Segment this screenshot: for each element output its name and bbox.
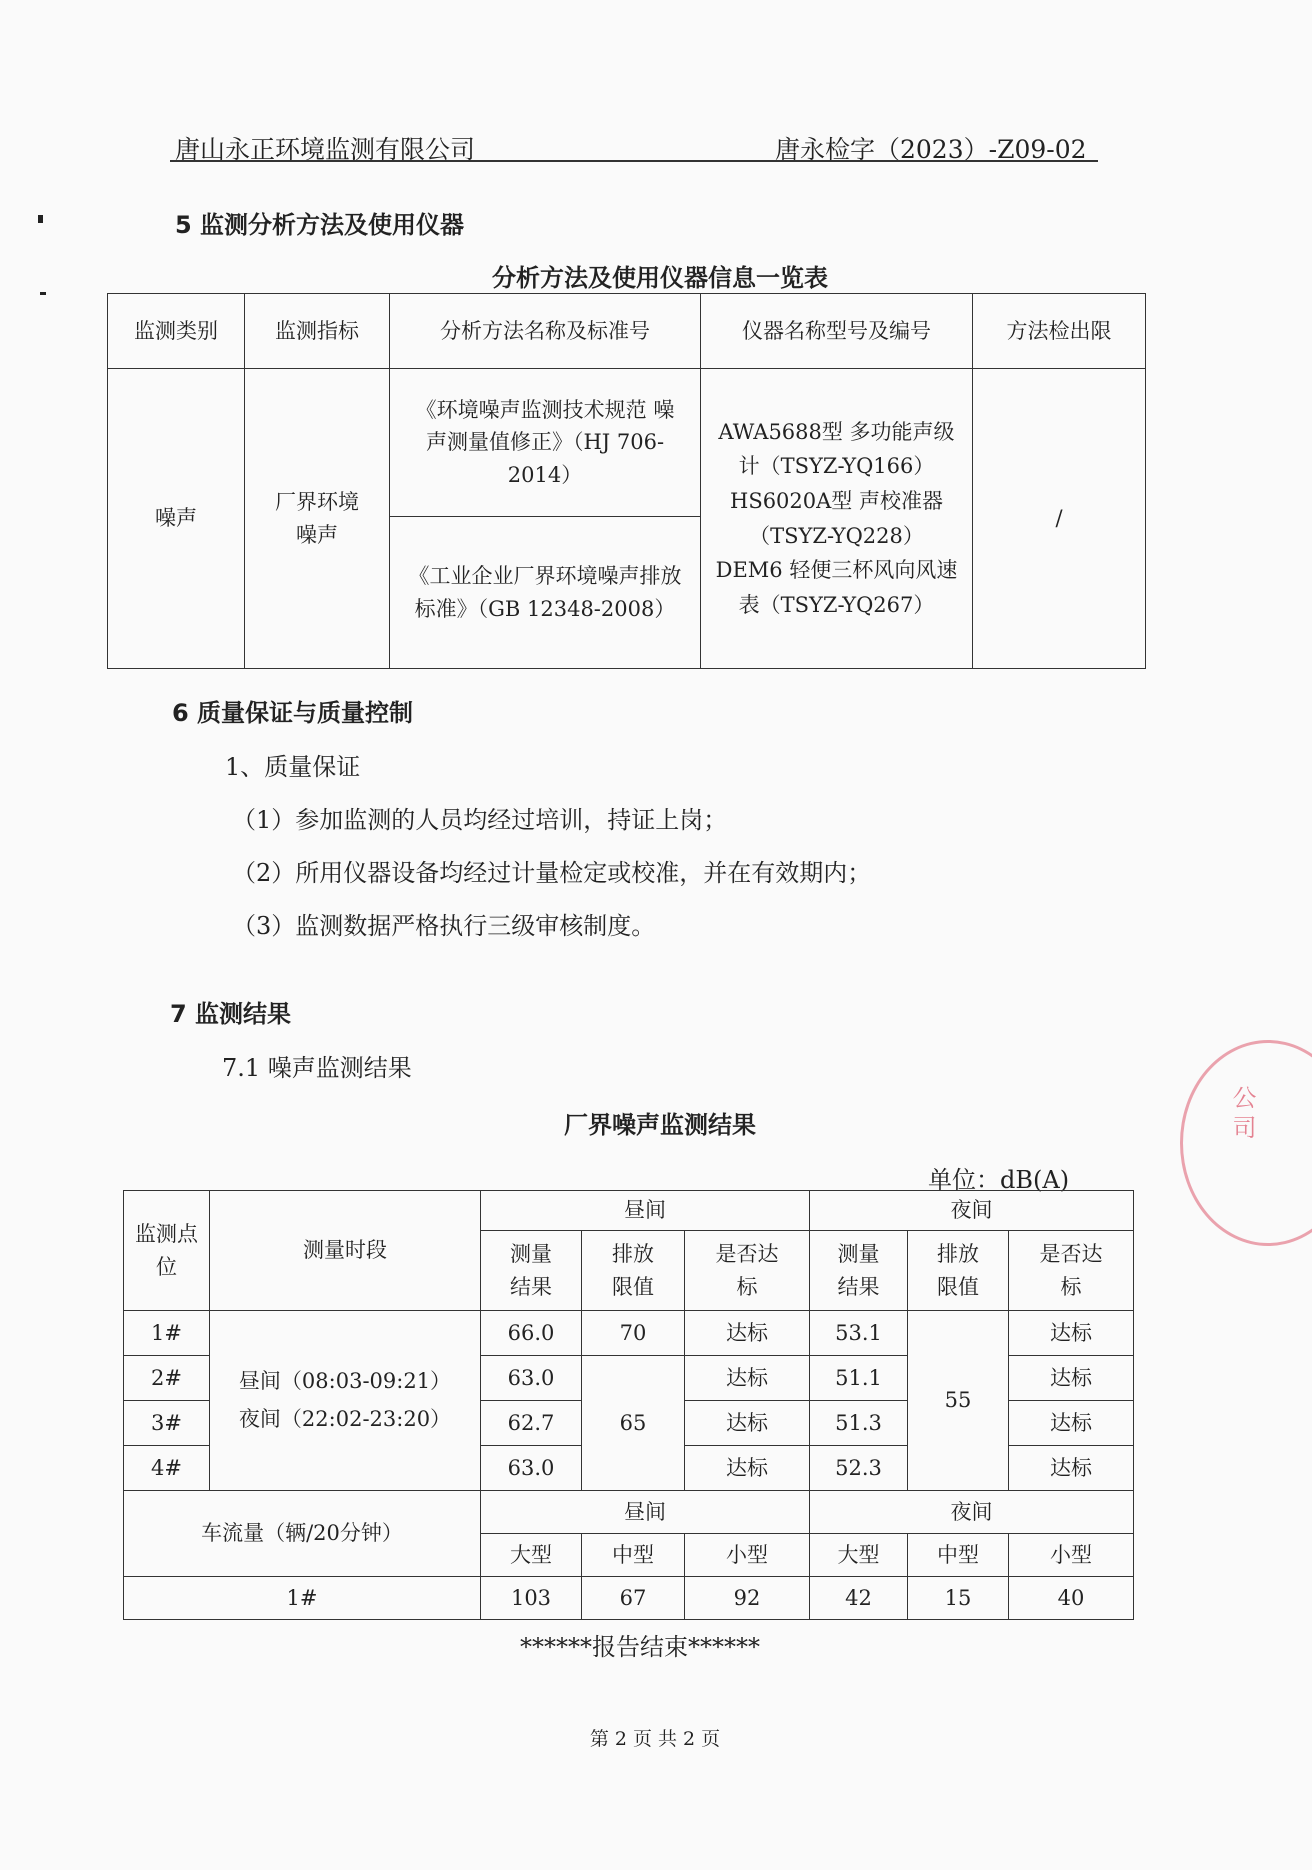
qa-subtitle: 1、质量保证: [225, 753, 361, 781]
limit-header: 排放限值: [582, 1231, 685, 1311]
point-cell: 2#: [124, 1356, 210, 1401]
traffic-count: 92: [685, 1577, 810, 1620]
day-limit-cell: 70: [582, 1311, 685, 1356]
day-result-cell: 63.0: [481, 1446, 582, 1491]
night-ok-cell: 达标: [1009, 1311, 1134, 1356]
result-header: 测量结果: [810, 1231, 908, 1311]
traffic-count: 40: [1009, 1577, 1134, 1620]
vehicle-type: 小型: [685, 1534, 810, 1577]
vehicle-type: 大型: [810, 1534, 908, 1577]
traffic-count: 15: [908, 1577, 1009, 1620]
night-result-cell: 53.1: [810, 1311, 908, 1356]
result-header: 测量结果: [481, 1231, 582, 1311]
night-ok-cell: 达标: [1009, 1356, 1134, 1401]
day-result-cell: 62.7: [481, 1401, 582, 1446]
margin-mark: [40, 292, 46, 295]
day-result-cell: 63.0: [481, 1356, 582, 1401]
day-header: 昼间: [481, 1191, 810, 1231]
detection-limit-cell: /: [973, 369, 1146, 669]
col-header: 监测指标: [245, 294, 390, 369]
night-result-cell: 51.1: [810, 1356, 908, 1401]
results-subtitle: 7.1 噪声监测结果: [222, 1054, 412, 1082]
report-end: ******报告结束******: [520, 1633, 760, 1661]
day-ok-cell: 达标: [685, 1401, 810, 1446]
limit-header: 排放限值: [908, 1231, 1009, 1311]
point-cell: 1#: [124, 1311, 210, 1356]
period-cell: 昼间（08:03-09:21） 夜间（22:02-23:20）: [210, 1311, 481, 1491]
qa-item: （1）参加监测的人员均经过培训，持证上岗；: [232, 806, 728, 834]
col-header: 方法检出限: [973, 294, 1146, 369]
ok-header: 是否达标: [685, 1231, 810, 1311]
margin-mark: [38, 215, 43, 223]
night-header: 夜间: [810, 1191, 1134, 1231]
ok-header: 是否达标: [1009, 1231, 1134, 1311]
traffic-point: 1#: [124, 1577, 481, 1620]
traffic-day-header: 昼间: [481, 1491, 810, 1534]
results-table-title: 厂界噪声监测结果: [564, 1111, 756, 1139]
vehicle-type: 中型: [908, 1534, 1009, 1577]
night-limit-cell: 55: [908, 1311, 1009, 1491]
day-ok-cell: 达标: [685, 1356, 810, 1401]
day-ok-cell: 达标: [685, 1446, 810, 1491]
night-result-cell: 51.3: [810, 1401, 908, 1446]
results-table: [123, 1190, 1134, 1620]
company-name: 唐山永正环境监测有限公司: [175, 135, 476, 164]
day-limit-cell: 65: [582, 1356, 685, 1491]
instruments-cell: AWA5688型 多功能声级计（TSYZ-YQ166） HS6020A型 声校准器（TSYZ-YQ228） DEM6 轻便三杯风向风速表（TSYZ-YQ267）: [701, 369, 973, 669]
section-5-title: 5 监测分析方法及使用仪器: [175, 211, 465, 239]
col-header: 仪器名称型号及编号: [701, 294, 973, 369]
night-ok-cell: 达标: [1009, 1446, 1134, 1491]
traffic-count: 67: [582, 1577, 685, 1620]
qa-item: （2）所用仪器设备均经过计量检定或校准，并在有效期内；: [232, 859, 872, 887]
traffic-label: 车流量（辆/20分钟）: [124, 1491, 481, 1577]
section-7-title: 7 监测结果: [170, 1000, 292, 1028]
day-result-cell: 66.0: [481, 1311, 582, 1356]
report-number: 唐永检字（2023）-Z09-02: [775, 135, 1087, 164]
seal-text: 公司: [1228, 1085, 1256, 1145]
traffic-night-header: 夜间: [810, 1491, 1134, 1534]
point-cell: 3#: [124, 1401, 210, 1446]
indicator-cell: 厂界环境噪声: [245, 369, 390, 669]
category-cell: 噪声: [108, 369, 245, 669]
point-cell: 4#: [124, 1446, 210, 1491]
page-number: 第 2 页 共 2 页: [589, 1728, 721, 1750]
col-header: 分析方法名称及标准号: [390, 294, 701, 369]
header-rule: [170, 160, 1098, 162]
period-header: 测量时段: [210, 1191, 481, 1311]
night-ok-cell: 达标: [1009, 1401, 1134, 1446]
qa-item: （3）监测数据严格执行三级审核制度。: [232, 912, 656, 940]
section-6-title: 6 质量保证与质量控制: [172, 699, 414, 727]
col-header: 监测类别: [108, 294, 245, 369]
vehicle-type: 小型: [1009, 1534, 1134, 1577]
day-ok-cell: 达标: [685, 1311, 810, 1356]
point-header: 监测点位: [124, 1191, 210, 1311]
method-cell: 《环境噪声监测技术规范 噪声测量值修正》（HJ 706-2014）: [390, 369, 701, 517]
methods-table-title: 分析方法及使用仪器信息一览表: [492, 264, 828, 292]
traffic-count: 42: [810, 1577, 908, 1620]
vehicle-type: 大型: [481, 1534, 582, 1577]
method-cell: 《工业企业厂界环境噪声排放标准》（GB 12348-2008）: [390, 517, 701, 669]
unit-label: 单位：dB(A): [928, 1166, 1070, 1194]
vehicle-type: 中型: [582, 1534, 685, 1577]
traffic-count: 103: [481, 1577, 582, 1620]
methods-table: [107, 293, 1146, 669]
night-result-cell: 52.3: [810, 1446, 908, 1491]
